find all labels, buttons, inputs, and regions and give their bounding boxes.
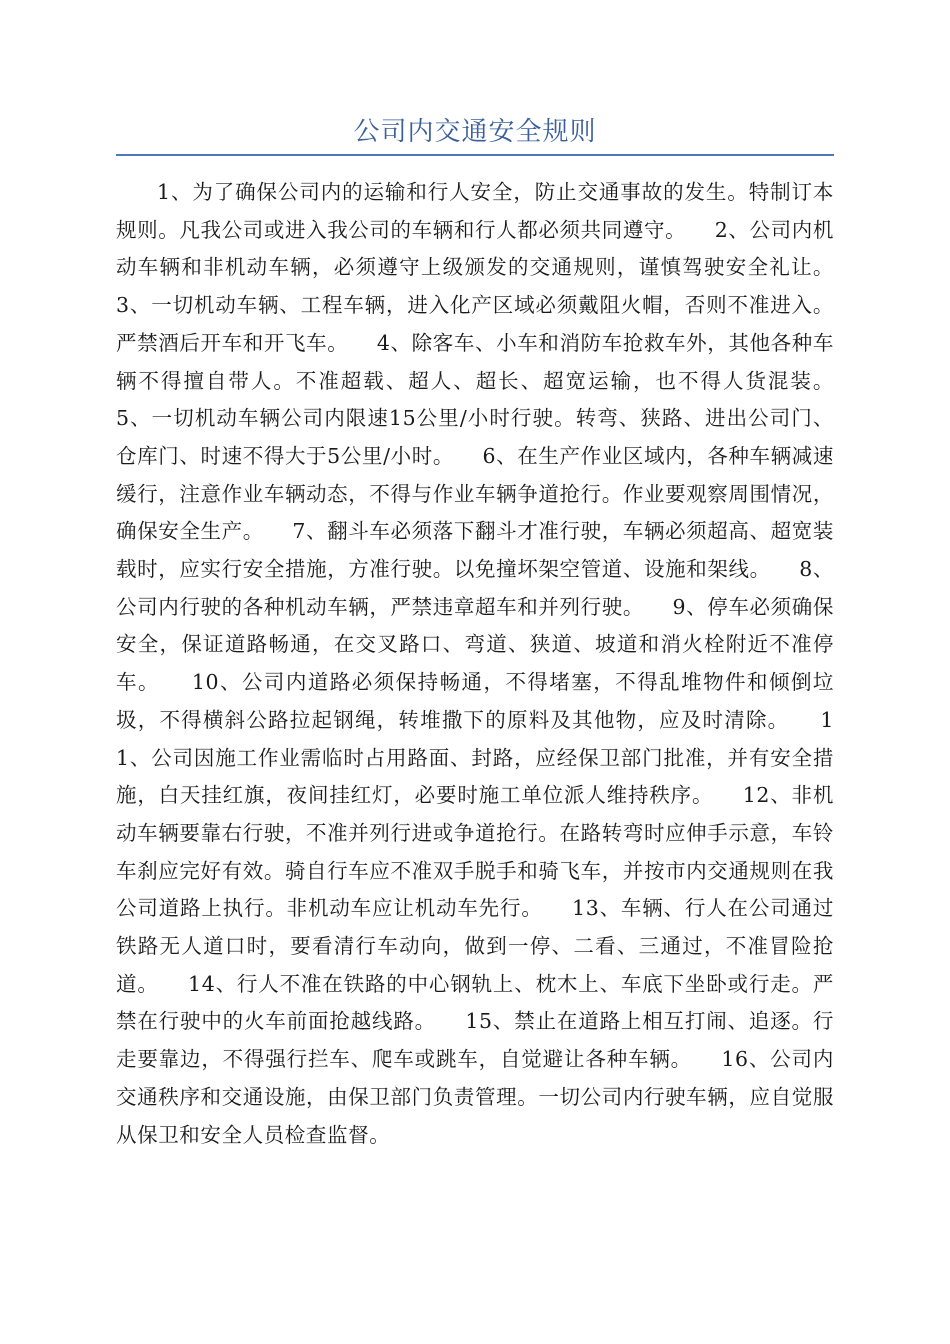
title-underline [116, 154, 834, 156]
document-title: 公司内交通安全规则 [353, 117, 597, 147]
document-body: 1、为了确保公司内的运输和行人安全，防止交通事故的发生。特制订本规则。凡我公司或进入我公司的车辆和行人都必须共同遵守。 2、公司内机动车辆和非机动车辆，必须遵守上级颁发的交通规则，谨慎驾驶安全礼让。 3、一切机动车辆、工程车辆，进入化产区域必须戴阻火帽，否则不准进入。严禁酒后开车和开飞车。 4、除客车、小车和消防车抢救车外，其他各种车辆不得擅自带人。不准超载、超人、超长、超宽运输，也不得人货混装。 5、一切机动车辆公司内限速15公里/小时行驶。转弯、狭路、进出公司门、仓库门、时速不得大于5公里/小时。 6、在生产作业区域内，各种车辆减速缓行，注意作业车辆动态，不得与作业车辆争道抢行。作业要观察周围情况，确保安全生产。 7、翻斗车必须落下翻斗才准行驶，车辆必须超高、超宽装载时，应实行安全措施，方准行驶。以免撞坏架空管道、设施和架线。 8、公司内行驶的各种机动车辆，严禁违章超车和并列行驶。 9、停车必须确保安全，保证道路畅通，在交叉路口、弯道、狭道、坡道和消火栓附近不准停车。 10、公司内道路必须保持畅通，不得堵塞，不得乱堆物件和倾倒垃圾，不得横斜公路拉起钢绳，转堆撒下的原料及其他物，应及时清除。 11、公司因施工作业需临时占用路面、封路，应经保卫部门批准，并有安全措施，白天挂红旗，夜间挂红灯，必要时施工单位派人维持秩序。 12、非机动车辆要靠右行驶，不准并列行进或争道抢行。在路转弯时应伸手示意，车铃车刹应完好有效。骑自行车应不准双手脱手和骑飞车，并按市内交通规则在我公司道路上执行。非机动车应让机动车先行。 13、车辆、行人在公司通过铁路无人道口时，要看清行车动向，做到一停、二看、三通过，不准冒险抢道。 14、行人不准在铁路的中心钢轨上、枕木上、车底下坐卧或行走。严禁在行驶中的火车前面抢越线路。 15、禁止在道路上相互打闹、追逐。行走要靠边，不得强行拦车、爬车或跳车，自觉避让各种车辆。 16、公司内交通秩序和交通设施，由保卫部门负责管理。一切公司内行驶车辆，应自觉服从保卫和安全人员检查监督。 [116, 180, 863, 1147]
